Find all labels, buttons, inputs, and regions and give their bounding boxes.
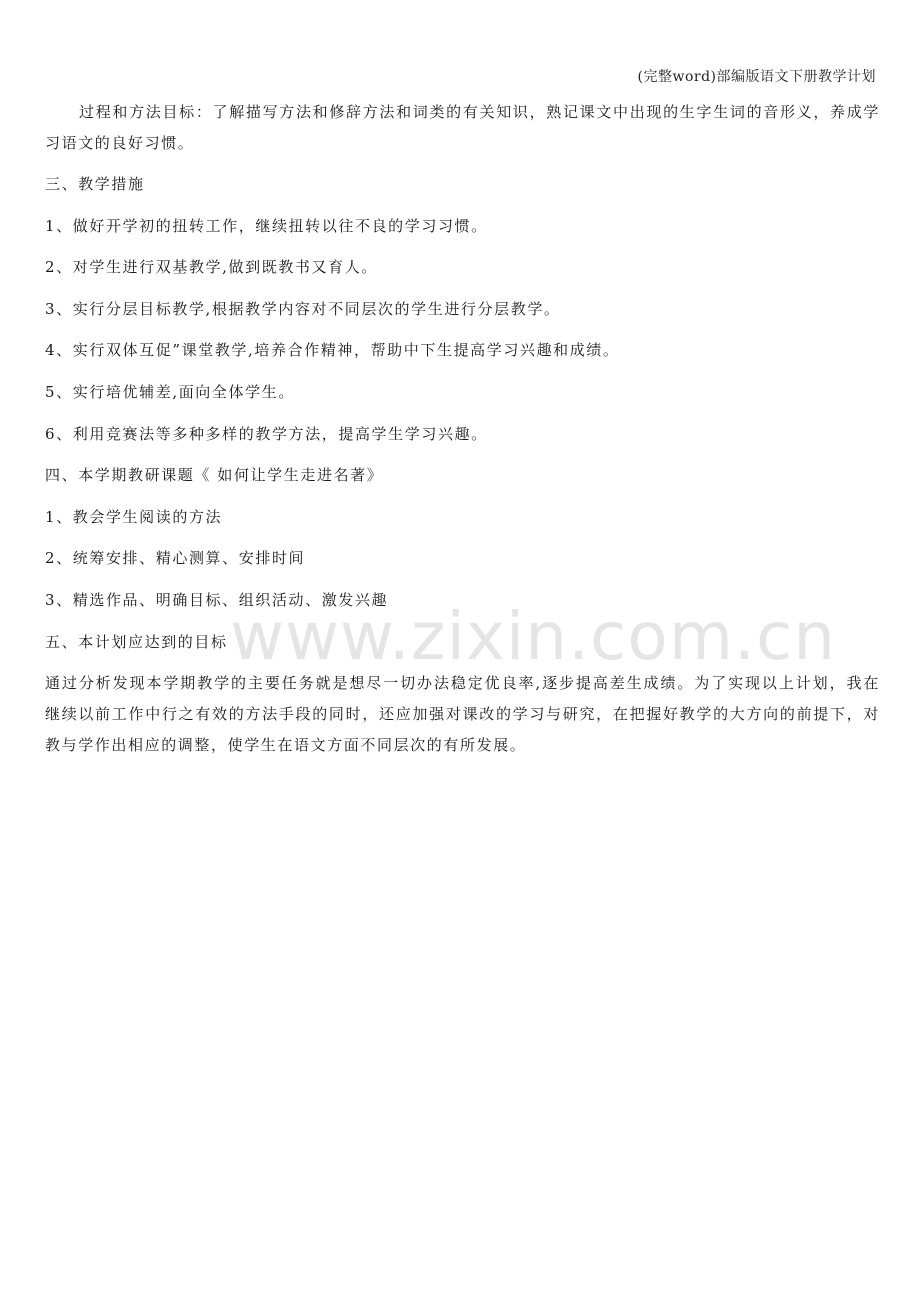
list-item: 6、利用竞赛法等多种多样的教学方法，提高学生学习兴趣。 — [45, 424, 488, 443]
section-heading-measures: 三、教学措施 — [45, 175, 145, 193]
list-item: 3、实行分层目标教学,根据教学内容对不同层次的学生进行分层教学。 — [45, 299, 561, 318]
list-item: 1、教会学生阅读的方法 — [45, 507, 223, 526]
list-item: 1、做好开学初的扭转工作，继续扭转以往不良的学习习惯。 — [45, 216, 488, 235]
page-header: (完整word)部编版语文下册教学计划 — [637, 69, 876, 85]
document-body — [45, 97, 880, 761]
section-heading-goals: 五、本计划应达到的目标 — [45, 632, 228, 651]
list-item: 2、统筹安排、精心测算、安排时间 — [45, 549, 306, 568]
section-heading-research-topic: 四、本学期教研课题《 如何让学生走进名著》 — [45, 466, 384, 485]
list-item: 3、精选作品、明确目标、组织活动、激发兴趣 — [45, 590, 389, 609]
goals-paragraph: 通过分析发现本学期教学的主要任务就是想尽一切办法稳定优良率,逐步提高差生成绩。为了实现以上计划，我在继续以前工作中行之有效的方法手段的同时，还应加强对课改的学习与研究，在把握好教学的大方向的前提下，对教与学作出相应的调整，使学生在语文方面不同层次的有所发展。 — [45, 674, 880, 755]
list-item: 5、实行培优辅差,面向全体学生。 — [45, 382, 295, 401]
watermark: www.zixin.com.cn — [230, 598, 837, 675]
goal-paragraph: 过程和方法目标：了解描写方法和修辞方法和词类的有关知识，熟记课文中出现的生字生词的音形义，养成学习语文的良好习惯。 — [45, 103, 880, 152]
list-item: 2、对学生进行双基教学,做到既教书又育人。 — [45, 258, 378, 277]
list-item: 4、实行双体互促”课堂教学,培养合作精神，帮助中下生提高学习兴趣和成绩。 — [45, 341, 620, 360]
